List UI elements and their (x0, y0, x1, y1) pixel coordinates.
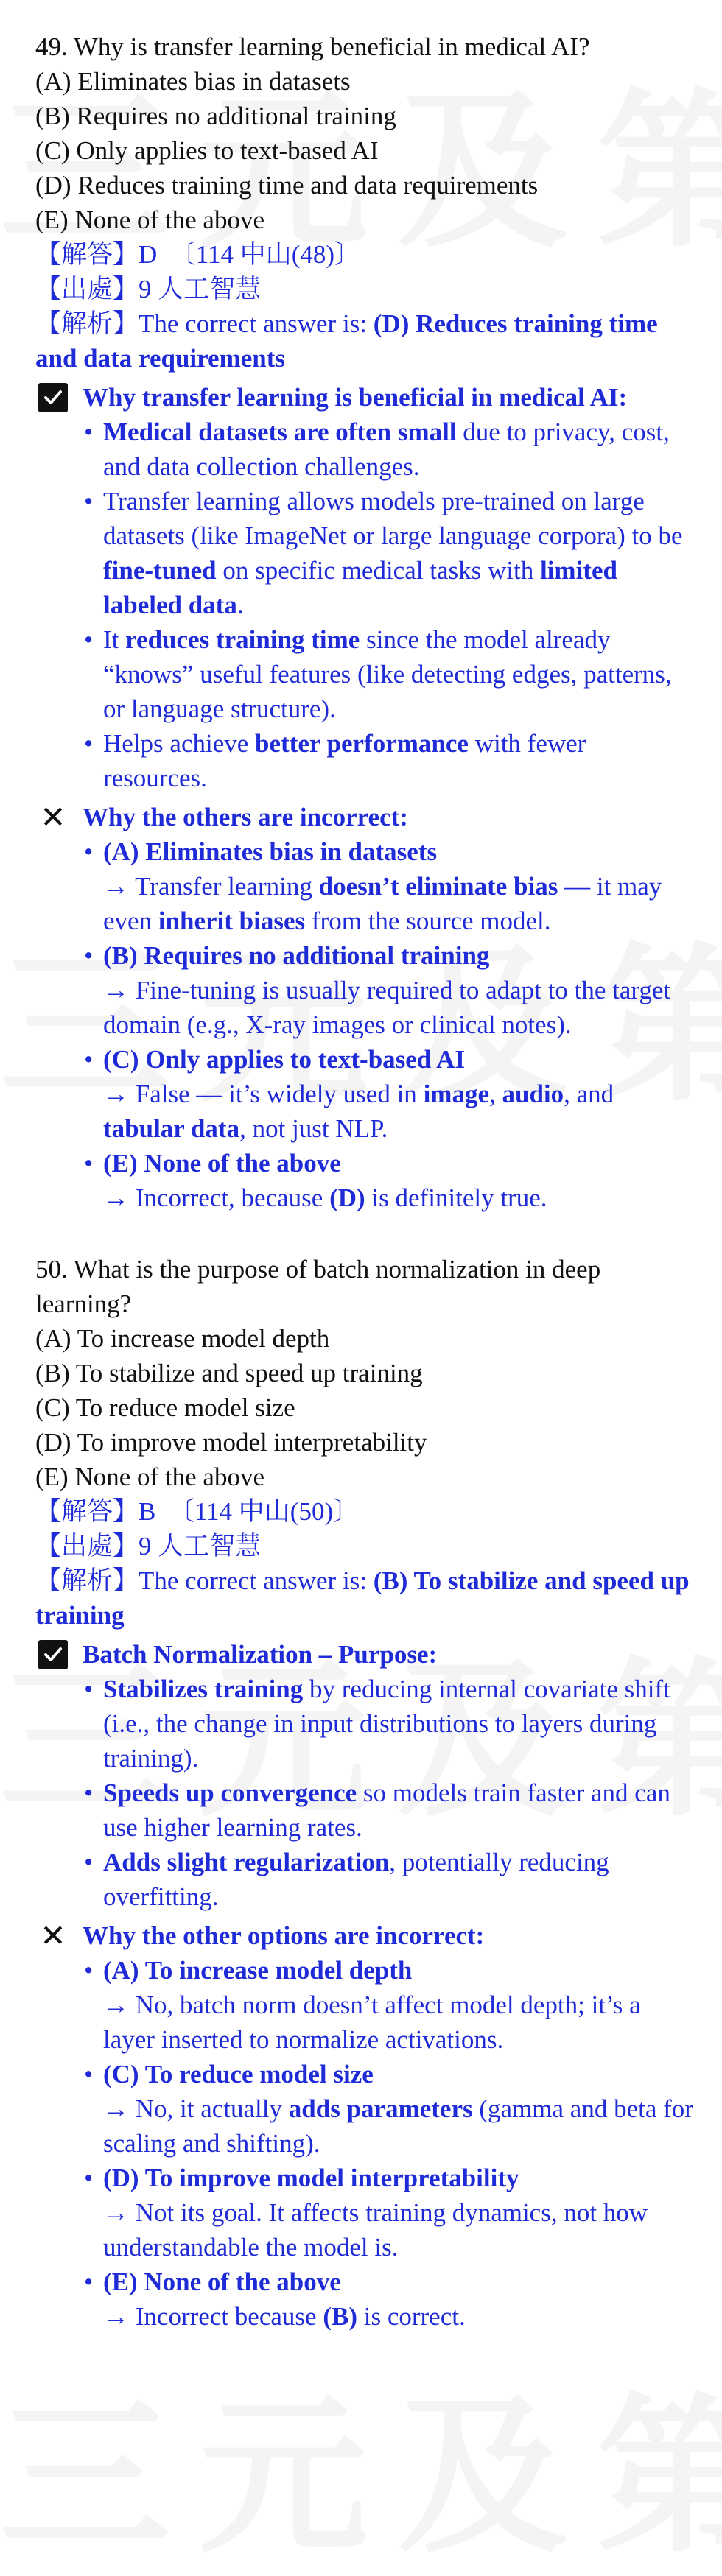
answer-value: B 〔114 中山(50)〕 (139, 1497, 360, 1526)
source-value: 9 人工智慧 (139, 1532, 262, 1560)
wrong-heading-text: Why the others are incorrect: (83, 803, 408, 831)
bold-text: Medical datasets are often small (103, 418, 457, 446)
bold-text: adds parameters (288, 2094, 473, 2123)
source-line (35, 1529, 694, 1563)
list-item (83, 1042, 694, 1146)
text: so models train faster and can use higher learning rates. (103, 1778, 670, 1842)
wrong-list (35, 1953, 694, 2334)
list-item (83, 2057, 694, 2161)
text: by reducing internal covariate shift (i.e., the change in input distributions to layers during training). (103, 1675, 670, 1773)
list-item (83, 938, 694, 1042)
cross-icon: ✕ (40, 1918, 66, 1954)
spacer (35, 1215, 694, 1252)
option-label: • (E) None of the above (103, 1149, 341, 1178)
text: due to privacy, cost, and data collection challenges. (103, 418, 670, 481)
text: → No, it actually (103, 2094, 289, 2123)
explanation-prefix: The correct answer is: (139, 309, 374, 338)
bold-text: audio (502, 1080, 564, 1108)
text: , (488, 1080, 502, 1108)
text: → No, batch norm doesn’t affect model depth; it’s a layer inserted to normalize activations. (103, 1991, 641, 2054)
text: → Fine-tuning is usually required to adapt to the target domain (e.g., X-ray images or clinical notes). (103, 976, 671, 1039)
option-a: (A) To increase model depth (35, 1324, 330, 1353)
why-heading-text: Batch Normalization – Purpose: (83, 1640, 438, 1669)
text: → Incorrect because (103, 2302, 323, 2331)
list-item (83, 1953, 694, 2057)
option-label: • (C) Only applies to text-based AI (103, 1045, 465, 1074)
option-label: • (B) Requires no additional training (103, 941, 490, 970)
option-label: • (A) To increase model depth (103, 1956, 413, 1985)
source-tag: 【出處】 (35, 1532, 139, 1560)
explanation-tag: 【解析】 (35, 1566, 139, 1595)
source-tag: 【出處】 (35, 275, 139, 303)
option-label: • (C) To reduce model size (103, 2060, 374, 2088)
text: . (236, 591, 244, 619)
question-title: 50. What is the purpose of batch normalization in deep learning? (35, 1255, 601, 1318)
text: → Not its goal. It affects training dynamics, not how understandable the model is. (103, 2198, 648, 2262)
explanation-prefix: The correct answer is: (139, 1566, 374, 1595)
question-50 (35, 1252, 694, 2334)
text: → False — it’s widely used in (103, 1080, 424, 1108)
bold-text: tabular data (103, 1114, 240, 1143)
text: → Transfer learning (103, 872, 319, 901)
option-c: (C) Only applies to text-based AI (35, 136, 379, 165)
text: It (103, 625, 126, 654)
list-item (83, 2161, 694, 2264)
bold-text: (D) (329, 1183, 365, 1212)
check-box-icon (35, 380, 71, 415)
list-item (83, 726, 694, 795)
source-line (35, 272, 694, 306)
text: Helps achieve (103, 729, 256, 758)
why-heading-text: Why transfer learning is beneficial in medical AI: (83, 383, 628, 412)
text: , potentially reducing overfitting. (103, 1848, 609, 1911)
text: on specific medical tasks with (216, 556, 540, 585)
bold-text: image (423, 1080, 489, 1108)
option-b: (B) To stabilize and speed up training (35, 1359, 423, 1387)
bold-text: inherit biases (158, 907, 306, 935)
bold-text: Speeds up convergence (103, 1778, 357, 1807)
option-label: • (E) None of the above (103, 2267, 341, 2296)
option-d: (D) To improve model interpretability (35, 1428, 427, 1457)
question-49 (35, 29, 694, 1215)
bold-text: fine-tuned (103, 556, 217, 585)
text: — it may even (103, 872, 662, 935)
text: → Incorrect, because (103, 1183, 330, 1212)
question-title: 49. Why is transfer learning beneficial in medical AI? (35, 32, 590, 61)
bold-text: Stabilizes training (103, 1675, 304, 1703)
watermark (0, 2393, 722, 2563)
bold-text: limited labeled data (103, 556, 617, 619)
text: , not just NLP. (239, 1114, 388, 1143)
option-label: • (D) To improve model interpretability (103, 2164, 519, 2192)
bold-text: reduces training time (125, 625, 360, 654)
text: with fewer resources. (103, 729, 586, 792)
option-b: (B) Requires no additional training (35, 102, 396, 130)
option-e: (E) None of the above (35, 205, 264, 234)
explanation-line (35, 1563, 694, 1633)
wrong-list (35, 834, 694, 1215)
option-label: • (A) Eliminates bias in datasets (103, 837, 438, 866)
check-box-icon (35, 1637, 71, 1672)
list-item (83, 1845, 694, 1914)
text: is correct. (357, 2302, 466, 2331)
bold-text: Adds slight regularization (103, 1848, 390, 1876)
explanation-answer: (B) To stabilize and speed up training (35, 1566, 690, 1630)
list-item (83, 1776, 694, 1845)
cross-icon: ✕ (40, 799, 66, 835)
option-c: (C) To reduce model size (35, 1393, 295, 1422)
wrong-heading (35, 1918, 694, 1953)
wrong-heading (35, 800, 694, 834)
source-value: 9 人工智慧 (139, 275, 262, 303)
answer-line (35, 237, 694, 272)
answer-tag: 【解答】 (35, 240, 139, 269)
text: Transfer learning allows models pre-trained on large datasets (like ImageNet or large language corpora) to be (103, 487, 683, 550)
text: from the source model. (305, 907, 551, 935)
wrong-heading-text: Why the other options are incorrect: (83, 1921, 485, 1950)
answer-tag: 【解答】 (35, 1497, 139, 1526)
list-item (83, 1146, 694, 1215)
text: is definitely true. (365, 1183, 547, 1212)
why-list (35, 1672, 694, 1914)
text: since the model already “knows” useful features (like detecting edges, patterns, or language structure). (103, 625, 672, 723)
explanation-answer: (D) Reduces training time and data requirements (35, 309, 658, 373)
explanation-line (35, 306, 694, 376)
list-item (83, 415, 694, 484)
answer-value: D 〔114 中山(48)〕 (139, 240, 361, 269)
bold-text: better performance (255, 729, 469, 758)
why-heading (35, 1637, 694, 1672)
list-item (83, 484, 694, 622)
text: (gamma and beta for scaling and shifting). (103, 2094, 693, 2158)
why-list (35, 415, 694, 795)
why-heading (35, 380, 694, 415)
option-a: (A) Eliminates bias in datasets (35, 67, 351, 96)
text: , and (564, 1080, 614, 1108)
bold-text: doesn’t eliminate bias (318, 872, 558, 901)
option-e: (E) None of the above (35, 1463, 264, 1491)
list-item (83, 622, 694, 726)
answer-line (35, 1494, 694, 1529)
option-d: (D) Reduces training time and data requirements (35, 171, 539, 200)
list-item (83, 2264, 694, 2334)
bold-text: (B) (323, 2302, 357, 2331)
list-item (83, 1672, 694, 1776)
list-item (83, 834, 694, 938)
explanation-tag: 【解析】 (35, 309, 139, 338)
